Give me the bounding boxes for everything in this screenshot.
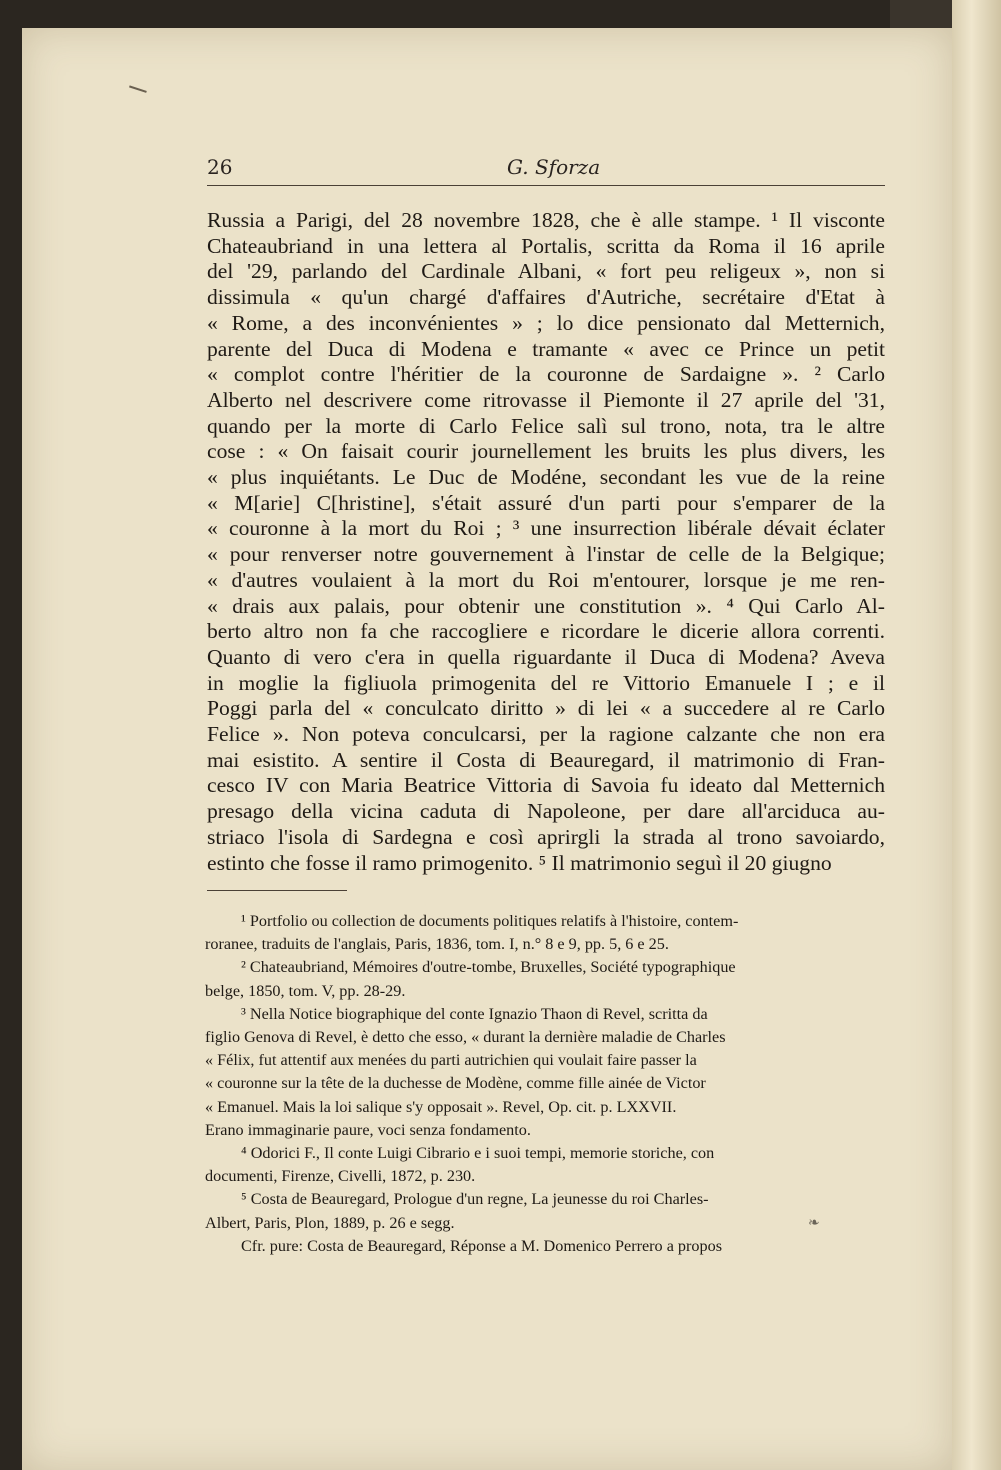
text-line: Quanto di vero c'era in quella riguardante il Duca di Modena? Aveva — [207, 644, 885, 669]
footnotes — [205, 910, 885, 1258]
text-line: dissimula « qu'un chargé d'affaires d'Autriche, secrétaire d'Etat à — [207, 285, 885, 310]
page-number: 26 — [207, 155, 233, 179]
text-line: quando per la morte di Carlo Felice salì sul trono, nota, tra le altre — [207, 413, 885, 438]
text-line: Poggi parla del « conculcato diritto » di lei « a succedere al re Carlo — [207, 696, 885, 721]
running-head: G. Sforza — [507, 155, 601, 179]
text-line: Felice ». Non poteva conculcarsi, per la ragione calzante che non era — [207, 722, 885, 747]
footnote-line: ⁴ Odorici F., Il conte Luigi Cibrario e i suoi tempi, memorie storiche, con — [241, 1144, 715, 1163]
footnote-line: documenti, Firenze, Civelli, 1872, p. 230. — [205, 1167, 476, 1186]
footnote-separator — [207, 890, 347, 891]
footnote-line: Cfr. pure: Costa de Beauregard, Réponse a M. Domenico Perrero a propos — [241, 1236, 722, 1255]
footnote-line: figlio Genova di Revel, è detto che esso, « durant la dernière maladie de Charles — [205, 1028, 726, 1047]
footnote-line: roranee, traduits de l'anglais, Paris, 1836, tom. I, n.° 8 e 9, pp. 5, 6 e 25. — [205, 935, 669, 954]
text-line: « drais aux palais, pour obtenir une constitution ». ⁴ Qui Carlo Al- — [207, 593, 885, 618]
text-line: berto altro non fa che raccogliere e ricordare le dicerie allora correnti. — [207, 619, 885, 644]
text-line: « couronne à la mort du Roi ; ³ une insurrection libérale dévait éclater — [207, 516, 885, 541]
footnote-line: ¹ Portfolio ou collection de documents politiques relatifs à l'histoire, contem- — [241, 912, 739, 930]
text-line: « Rome, a des inconvénientes » ; lo dice pensionato dal Metternich, — [207, 310, 885, 335]
footnote-line: « couronne sur la tête de la duchesse de Modène, comme fille ainée de Victor — [205, 1074, 706, 1093]
footnote-line: ² Chateaubriand, Mémoires d'outre-tombe, Bruxelles, Société typographique — [241, 958, 736, 977]
text-line: « pour renverser notre gouvernement à l'instar de celle de la Belgique; — [207, 542, 885, 567]
text-line: cose : « On faisait courir journellement les bruits les plus divers, les — [207, 439, 885, 464]
text-line: parente del Duca di Modena e tramante « avec ce Prince un petit — [207, 336, 885, 361]
footnote-line: « Emanuel. Mais la loi salique s'y opposait ». Revel, Op. cit. p. LXXVII. — [205, 1097, 677, 1116]
footnote-line: ³ Nella Notice biographique del conte Ignazio Thaon di Revel, scritta da — [241, 1004, 708, 1023]
text-line: striaco l'isola di Sardegna e così aprirgli la strada al trono savoiardo, — [207, 824, 885, 849]
text-line: Russia a Parigi, del 28 novembre 1828, che è alle stampe. ¹ Il visconte — [207, 208, 885, 232]
footnote-line: Albert, Paris, Plon, 1889, p. 26 e segg. — [205, 1213, 455, 1232]
text-line: « d'autres voulaient à la mort du Roi m'entourer, lorsque je me ren- — [207, 567, 885, 592]
text-line: del '29, parlando del Cardinale Albani, « fort peu religeux », non si — [207, 259, 885, 284]
text-line: mai esistito. A sentire il Costa di Beauregard, il matrimonio di Fran- — [207, 747, 885, 772]
text-line: presago della vicina caduta di Napoleone, per dare all'arciduca au- — [207, 799, 885, 824]
text-line: « M[arie] C[hristine], s'était assuré d'un parti pour s'emparer de la — [207, 490, 885, 515]
text-line: Chateaubriand in una lettera al Portalis, scritta da Roma il 16 aprile — [207, 233, 885, 258]
page-header — [207, 155, 885, 186]
text-line: « plus inquiétants. Le Duc de Modéne, secondant les vue de la reine — [207, 465, 885, 490]
footnote-line: Erano immaginarie paure, voci senza fondamento. — [205, 1120, 531, 1139]
text-line: « complot contre l'héritier de la couronne de Sardaigne ». ² Carlo — [207, 362, 885, 387]
text-line: estinto che fosse il ramo primogenito. ⁵ Il matrimonio seguì il 20 giugno — [207, 850, 832, 875]
text-line: cesco IV con Maria Beatrice Vittoria di Savoia fu ideato dal Metternich — [207, 773, 885, 798]
footnote-line: ⁵ Costa de Beauregard, Prologue d'un regne, La jeunesse du roi Charles- — [241, 1190, 709, 1209]
book-spine-edge — [952, 0, 1001, 1470]
ink-spot: ❧ — [808, 1215, 820, 1231]
footnote-line: belge, 1850, tom. V, pp. 28-29. — [205, 981, 406, 1000]
text-line: in moglie la figliuola primogenita del re Vittorio Emanuele I ; e il — [207, 670, 885, 695]
text-line: Alberto nel descrivere come ritrovasse il Piemonte il 27 aprile del '31, — [207, 387, 885, 412]
main-text — [207, 208, 885, 876]
footnote-line: « Félix, fut attentif aux menées du parti autrichien qui voulait faire passer la — [205, 1051, 697, 1070]
